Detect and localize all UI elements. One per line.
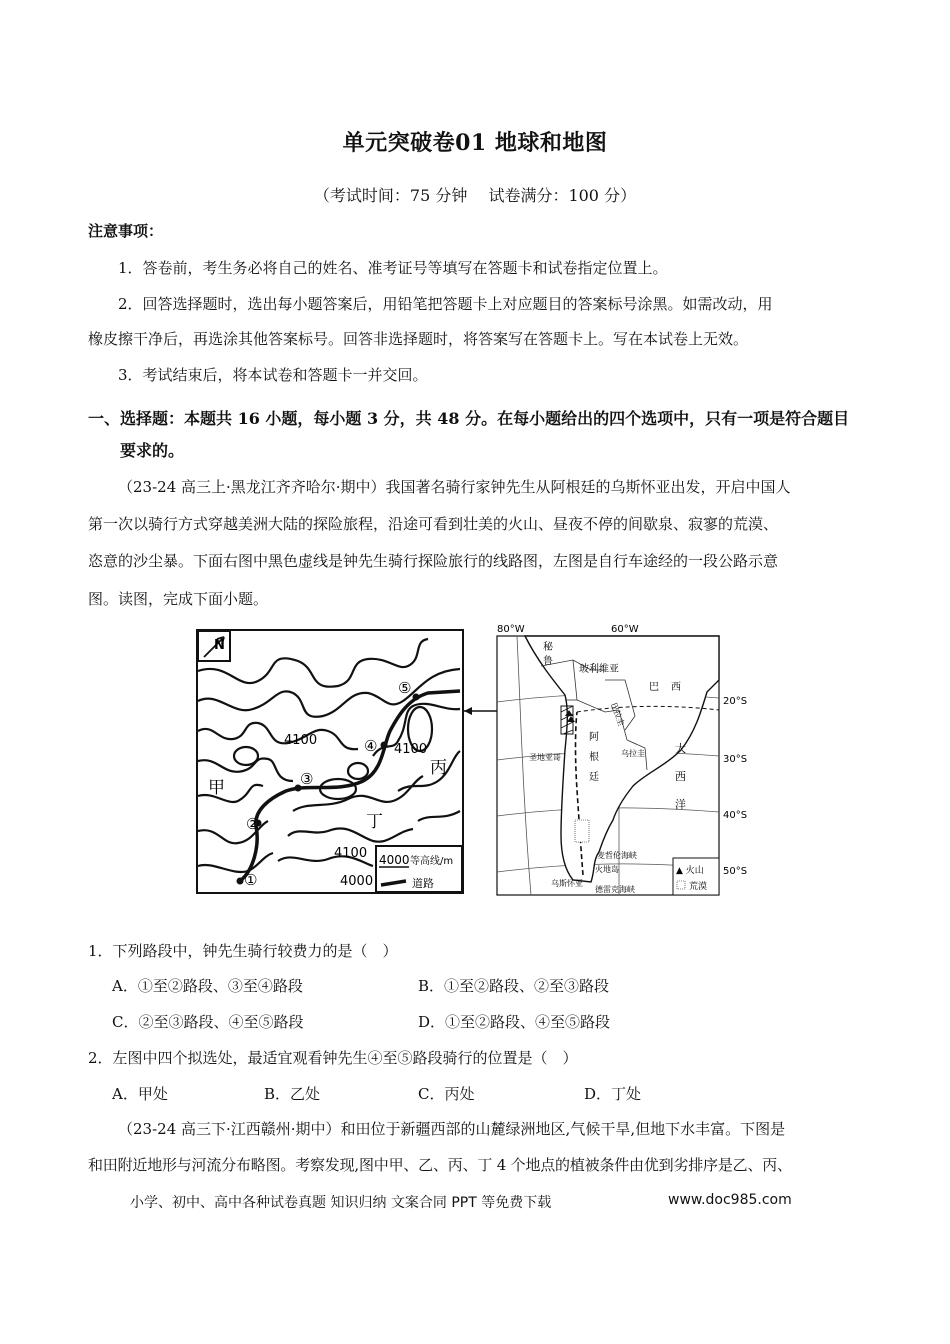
page-title: 单元突破卷01 地球和地图 xyxy=(342,130,608,156)
legend-contour-label: 等高线/m xyxy=(410,856,454,867)
road-point-5 xyxy=(413,694,420,701)
south-america-svg xyxy=(495,620,748,900)
question-2-option-a[interactable]: A．甲处 xyxy=(112,1085,168,1103)
passage-1-line-2: 第一次以骑行方式穿越美洲大陆的探险旅程，沿途可看到壮美的火山、昼夜不停的间歇泉、寂寥的荒漠、 xyxy=(88,515,779,533)
point-label-1: ① xyxy=(244,871,258,889)
country-bolivia: 玻利维亚 xyxy=(579,664,619,675)
legend-desert-symbol xyxy=(677,881,685,889)
point-label-5: ⑤ xyxy=(398,679,412,697)
country-paraguay: 巴拉圭 xyxy=(609,701,626,728)
point-label-4: ④ xyxy=(364,737,378,755)
point-label-3: ③ xyxy=(300,770,314,788)
country-argentina-3: 廷 xyxy=(589,772,599,783)
country-peru-2: 鲁 xyxy=(543,656,553,667)
place-jia: 甲 xyxy=(208,778,225,798)
lat-label-30s: 30°S xyxy=(723,754,748,765)
note-item-2-line-1: 2．回答选择题时，选出每小题答案后，用铅笔把答题卡上对应题目的答案标号涂黑。如需改动，用 xyxy=(118,295,773,313)
contour-value-label: 4100 xyxy=(334,846,368,861)
ocean-atlantic-3: 洋 xyxy=(675,798,686,811)
note-item-3: 3．考试结束后，将本试卷和答题卡一并交回。 xyxy=(118,366,428,384)
passage-1-line-4: 图。读图，完成下面小题。 xyxy=(88,590,269,608)
passage-1-line-3: 恣意的沙尘暴。下面右图中黑色虚线是钟先生骑行探险旅行的线路图，左图是自行车途经的一段公路示意 xyxy=(88,552,779,570)
country-brazil-1: 巴 xyxy=(649,682,659,693)
contour-line xyxy=(198,723,358,749)
legend-volcano: ▲ 火山 xyxy=(676,866,704,876)
section-heading-line-2: 要求的。 xyxy=(120,441,185,460)
contour-line xyxy=(288,828,413,841)
point-label-2: ② xyxy=(246,815,260,833)
note-item-1: 1．答卷前，考生务必将自己的姓名、准考证号等填写在答题卡和试卷指定位置上。 xyxy=(118,259,668,277)
question-2-option-c[interactable]: C．丙处 xyxy=(418,1085,475,1103)
contour-road-map xyxy=(196,629,464,894)
country-argentina-1: 阿 xyxy=(589,732,599,743)
north-label: N xyxy=(214,638,225,653)
place-bing: 丙 xyxy=(430,758,447,778)
contour-map-svg xyxy=(198,631,462,892)
question-1-option-b[interactable]: B．①至②路段、②至③路段 xyxy=(418,977,610,995)
passage-2-line-2: 和田附近地形与河流分布略图。考察发现,图中甲、乙、丙、丁 4 个地点的植被条件由优到劣排序是乙、丙、 xyxy=(88,1156,792,1174)
road-point-1 xyxy=(237,878,244,885)
section-heading-line-1: 一、选择题：本题共 16 小题，每小题 3 分，共 48 分。在每小题给出的四个选项中，只有一项是符合题目 xyxy=(88,409,850,428)
note-item-2-line-2: 橡皮擦干净后，再选涂其他答案标号。回答非选择题时，将答案写在答题卡上。写在本试卷上无效。 xyxy=(88,330,749,348)
question-2-option-b[interactable]: B．乙处 xyxy=(264,1085,321,1103)
question-2-stem: 2．左图中四个拟选处，最适宜观看钟先生④至⑤路段骑行的位置是（ ） xyxy=(88,1049,578,1067)
lat-label-20s: 20°S xyxy=(723,696,748,707)
passage-2-line-1: （23-24 高三下·江西赣州·期中）和田位于新疆西部的山麓绿洲地区,气候干旱,但地下水丰富。下图是 xyxy=(118,1120,786,1138)
footer-text: 小学、初中、高中各种试卷真题 知识归纳 文案合同 PPT 等免费下载 xyxy=(130,1195,552,1211)
country-argentina-2: 根 xyxy=(589,752,599,763)
question-2-option-d[interactable]: D．丁处 xyxy=(584,1085,642,1103)
place-ushuaia: 乌斯怀亚 xyxy=(551,879,583,888)
contour-line xyxy=(198,853,273,872)
place-magellan-strait: 麦哲伦海峡 xyxy=(597,851,637,860)
place-tierra-del-fuego: 火地岛 xyxy=(595,865,619,874)
contour-line xyxy=(198,669,460,717)
road-point-4 xyxy=(381,742,388,749)
city-santiago: 圣地亚哥 xyxy=(529,753,561,762)
lon-label-60w: 60°W xyxy=(611,624,639,635)
legend-contour-value: 4000 xyxy=(379,853,410,867)
country-uruguay: 乌拉圭 xyxy=(621,749,645,758)
contour-value-label: 4000 xyxy=(340,874,374,889)
question-1-option-d[interactable]: D．①至②路段、④至⑤路段 xyxy=(418,1013,611,1031)
notes-heading: 注意事项： xyxy=(88,222,164,240)
lat-label-50s: 50°S xyxy=(723,866,748,877)
contour-closed xyxy=(348,763,368,779)
passage-1-line-1: （23-24 高三上·黑龙江齐齐哈尔·期中）我国著名骑行家钟先生从阿根廷的乌斯怀亚出发，开启中国人 xyxy=(118,478,791,496)
country-peru-1: 秘 xyxy=(543,642,553,653)
south-america-map xyxy=(495,620,748,900)
contour-line xyxy=(398,751,460,791)
contour-line xyxy=(418,811,460,821)
lon-label-80w: 80°W xyxy=(497,624,525,635)
desert-region-south xyxy=(575,820,589,842)
question-1-option-c[interactable]: C．②至③路段、④至⑤路段 xyxy=(112,1013,304,1031)
exam-info: （考试时间：75 分钟 试卷满分：100 分） xyxy=(313,186,637,205)
country-brazil-2: 西 xyxy=(671,682,681,693)
place-ding: 丁 xyxy=(366,812,383,832)
legend-road-label: 道路 xyxy=(412,877,434,890)
ocean-atlantic-1: 大 xyxy=(675,742,686,755)
contour-value-label: 4100 xyxy=(394,742,428,757)
question-1-stem: 1．下列路段中，钟先生骑行较费力的是（ ） xyxy=(88,942,398,960)
ocean-atlantic-2: 西 xyxy=(675,770,686,783)
legend-desert: 荒漠 xyxy=(689,882,708,892)
place-drake-passage: 德雷克海峡 xyxy=(595,885,635,894)
contour-value-label: 4100 xyxy=(284,733,318,748)
footer-url[interactable]: www.doc985.com xyxy=(668,1192,792,1208)
lat-label-40s: 40°S xyxy=(723,810,748,821)
contour-closed xyxy=(234,747,258,765)
contour-line xyxy=(198,639,428,687)
question-1-option-a[interactable]: A．①至②路段、③至④路段 xyxy=(112,977,303,995)
